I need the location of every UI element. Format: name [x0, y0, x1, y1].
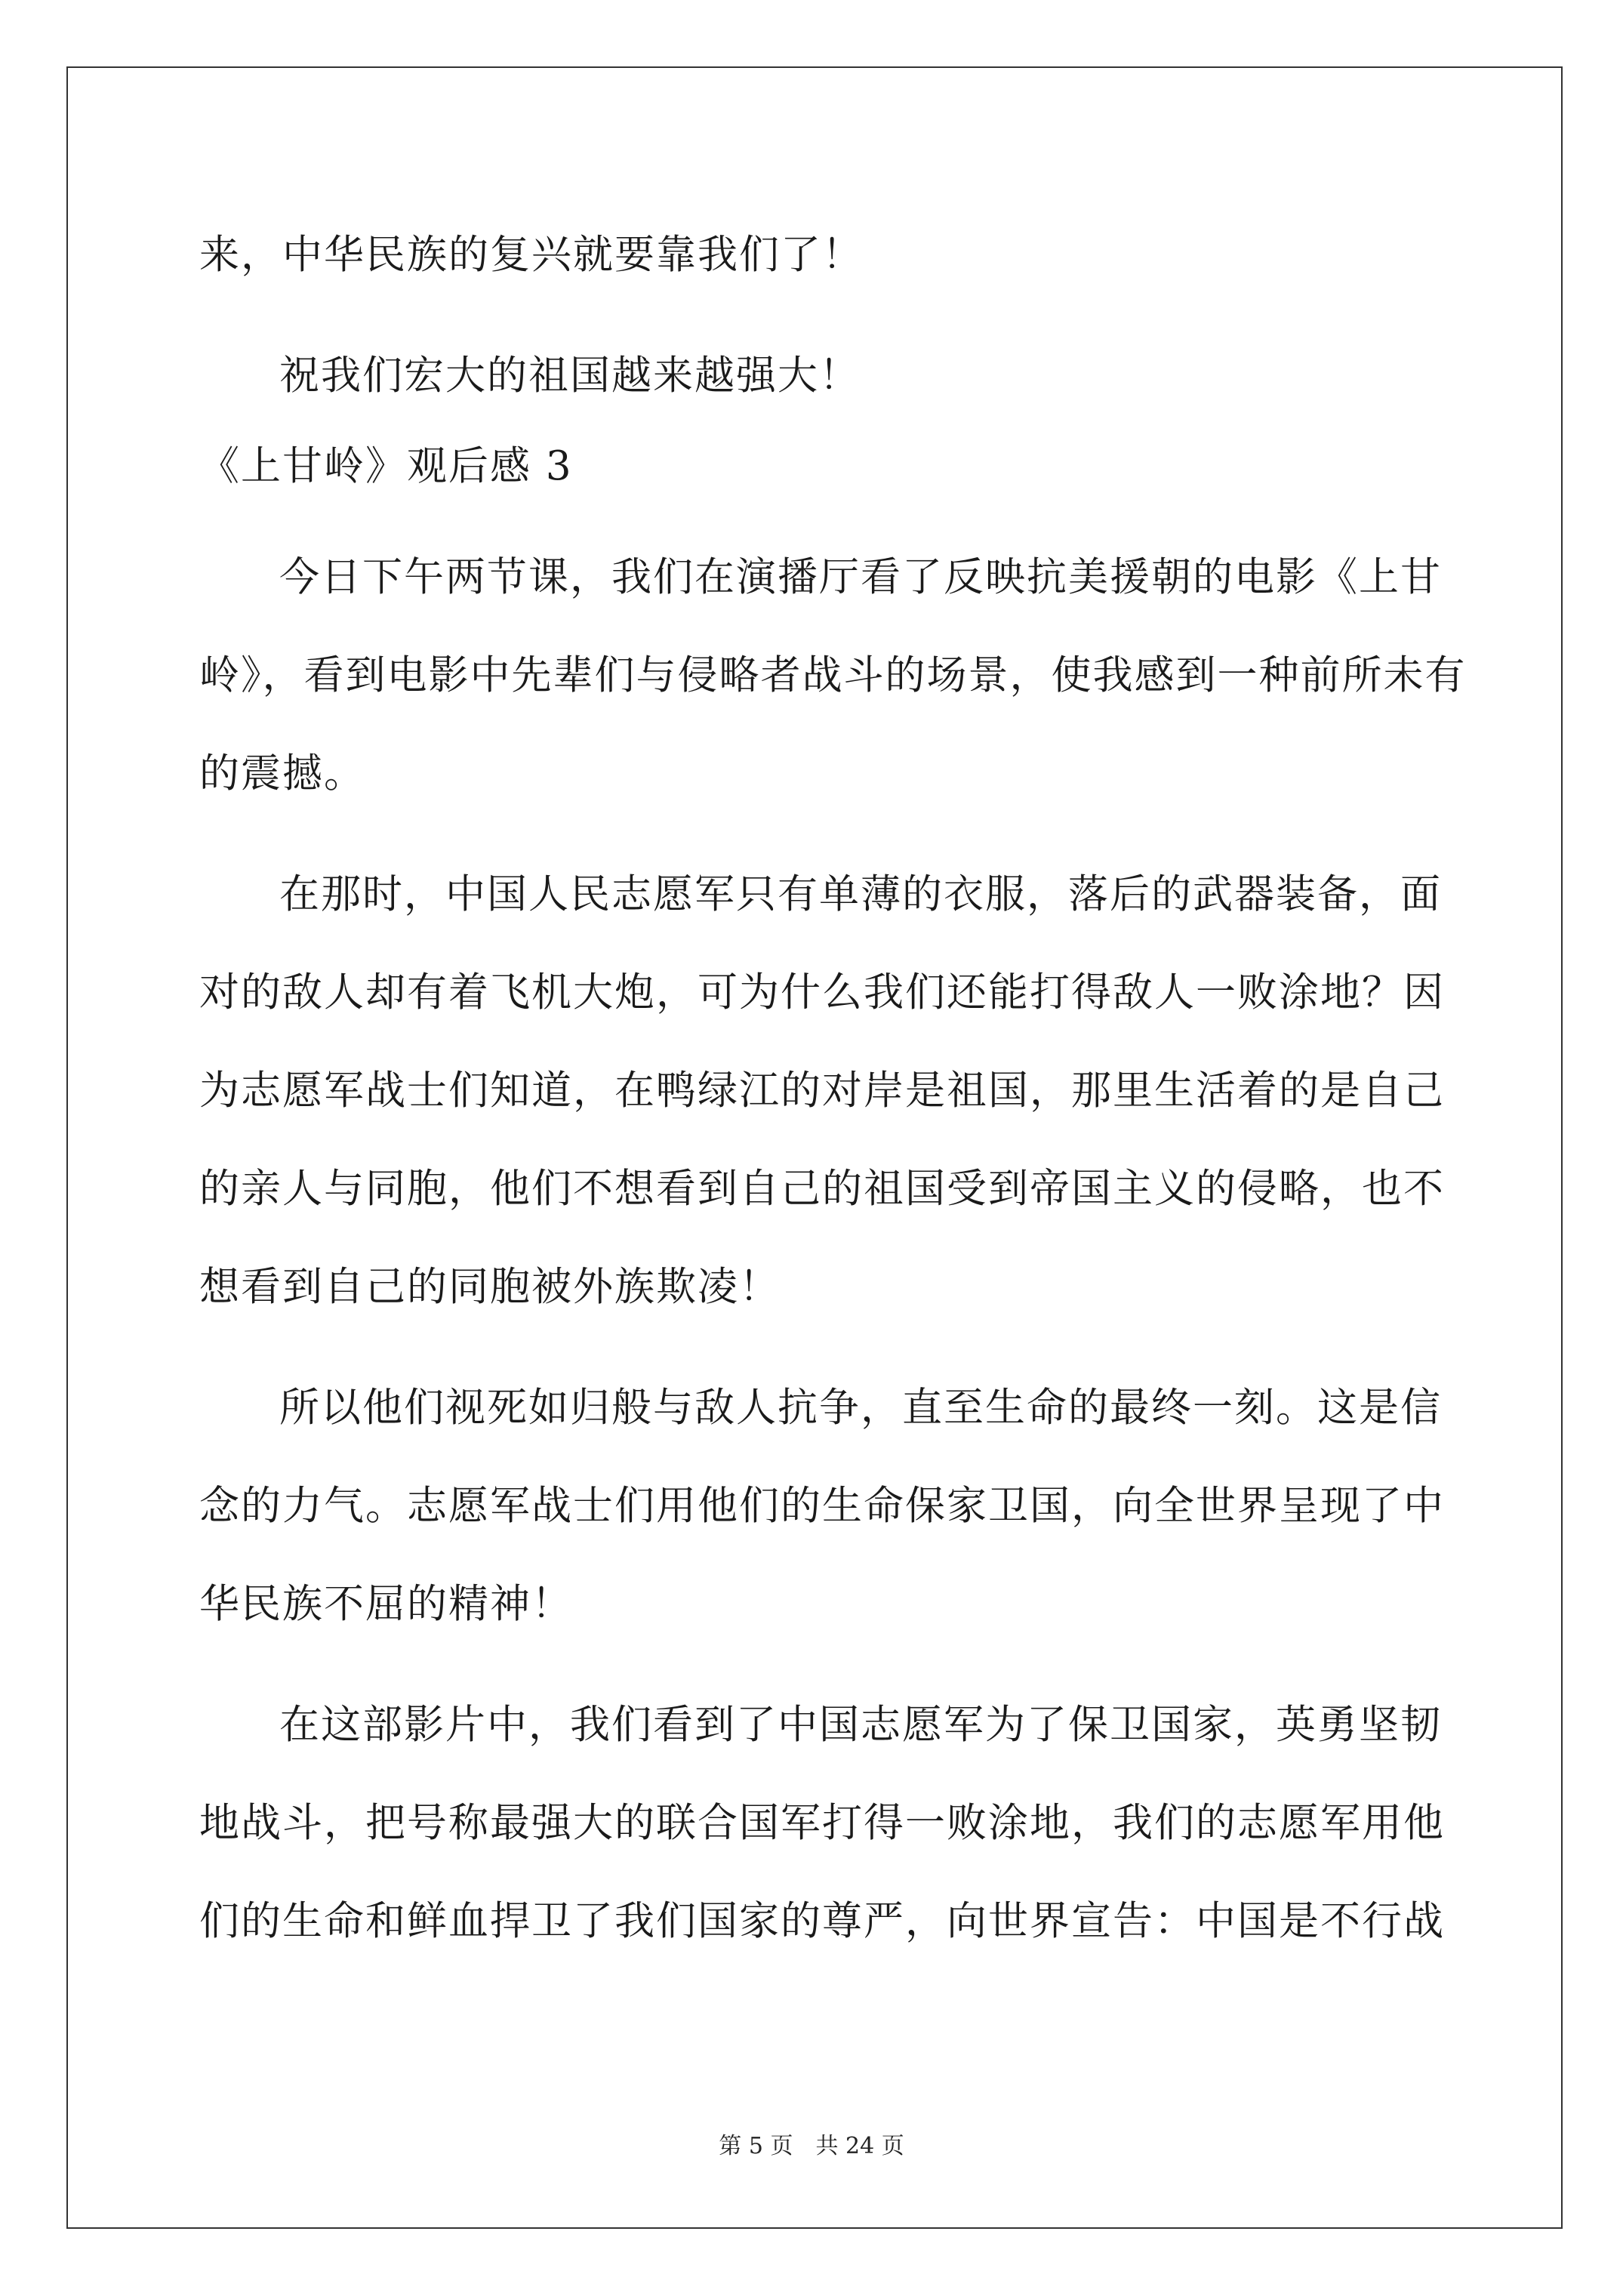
- body-line: 对的敌人却有着飞机大炮，可为什么我们还能打得敌人一败涂地？因: [199, 969, 1445, 1015]
- body-line: 岭》，看到电影中先辈们与侵略者战斗的场景，使我感到一种前所未有: [199, 652, 1467, 698]
- body-line: 在这部影片中，我们看到了中国志愿军为了保卫国家，英勇坚韧: [279, 1702, 1442, 1748]
- body-line: 祝我们宏大的祖国越来越强大！: [279, 353, 861, 399]
- body-line: 来，中华民族的复兴就要靠我们了！: [199, 232, 864, 278]
- page-number-footer: 第 5 页 共 24 页: [719, 2133, 904, 2159]
- section-heading: 《上甘岭》观后感 3: [199, 443, 573, 489]
- body-line: 想看到自己的同胞被外族欺凌！: [199, 1264, 781, 1310]
- body-line: 们的生命和鲜血捍卫了我们国家的尊严，向世界宣告：中国是不行战: [199, 1898, 1445, 1944]
- body-line: 华民族不屈的精神！: [199, 1581, 573, 1627]
- body-line: 的震撼。: [199, 750, 365, 797]
- body-line: 所以他们视死如归般与敌人抗争，直至生命的最终一刻。这是信: [279, 1385, 1442, 1431]
- body-line: 在那时，中国人民志愿军只有单薄的衣服，落后的武器装备，面: [279, 871, 1442, 917]
- body-line: 地战斗，把号称最强大的联合国军打得一败涂地，我们的志愿军用他: [199, 1800, 1445, 1846]
- body-line: 为志愿军战士们知道，在鸭绿江的对岸是祖国，那里生活着的是自己: [199, 1068, 1445, 1114]
- body-line: 的亲人与同胞，他们不想看到自己的祖国受到帝国主义的侵略，也不: [199, 1166, 1445, 1212]
- body-line: 念的力气。志愿军战士们用他们的生命保家卫国，向全世界呈现了中: [199, 1483, 1445, 1529]
- body-line: 今日下午两节课，我们在演播厅看了反映抗美援朝的电影《上甘: [279, 554, 1442, 600]
